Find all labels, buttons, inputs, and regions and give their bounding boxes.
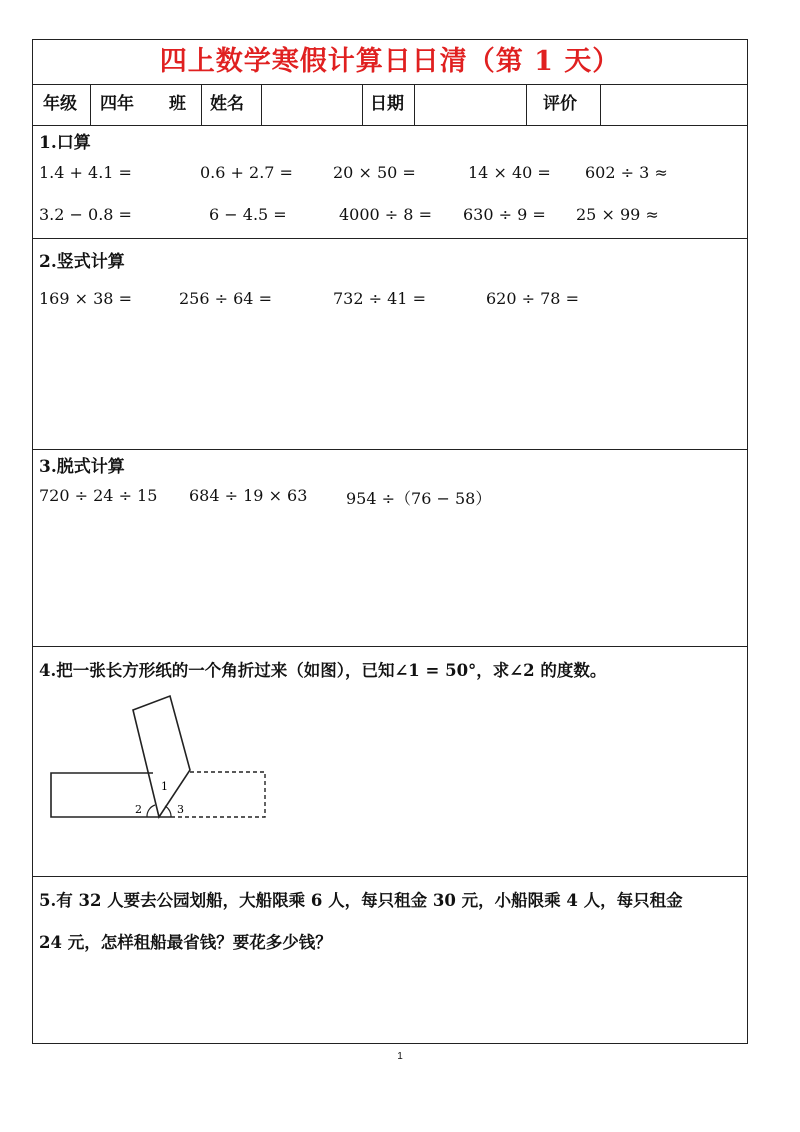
divider	[526, 84, 527, 125]
section-oral-calculation	[33, 125, 747, 239]
section-vertical-calculation	[33, 239, 747, 450]
angle-label-1: 1	[161, 780, 168, 793]
folded-paper-figure	[47, 692, 277, 827]
worksheet	[32, 39, 748, 1044]
folded-flap	[133, 696, 190, 817]
date-label: 日期	[370, 94, 404, 114]
info-row	[33, 84, 747, 126]
rating-field[interactable]	[602, 84, 742, 125]
grade-value: 四年	[100, 94, 134, 114]
expression: 169 × 38 =	[39, 289, 132, 308]
worksheet-title: 四上数学寒假计算日日清（第 1 天）	[33, 40, 747, 85]
expression: 20 × 50 =	[333, 163, 416, 182]
question-text-line-2: 24 元，怎样租船最省钱？要花多少钱？	[39, 933, 332, 952]
divider	[201, 84, 202, 125]
divider	[600, 84, 601, 125]
section-boat-problem	[33, 877, 747, 1043]
expression: 256 ÷ 64 =	[179, 289, 272, 308]
name-field[interactable]	[263, 84, 361, 125]
grade-label: 年级	[43, 94, 77, 114]
expression: 732 ÷ 41 =	[333, 289, 426, 308]
expression: 720 ÷ 24 ÷ 15	[39, 486, 158, 505]
divider	[90, 84, 91, 125]
angle-label-3: 3	[177, 803, 184, 816]
expression: 4000 ÷ 8 =	[339, 205, 432, 224]
section-angle-problem	[33, 647, 747, 877]
date-field[interactable]	[416, 84, 524, 125]
dashed-original-corner	[172, 772, 265, 817]
angle-label-2: 2	[135, 803, 142, 816]
expression: 6 − 4.5 =	[209, 205, 287, 224]
expression: 1.4 + 4.1 =	[39, 163, 132, 182]
expression: 0.6 + 2.7 =	[200, 163, 293, 182]
expression: 620 ÷ 78 =	[486, 289, 579, 308]
section-title: 1.口算	[39, 133, 91, 153]
page-number: 1	[397, 1051, 403, 1062]
section-title: 3.脱式计算	[39, 457, 125, 477]
expression: 3.2 − 0.8 =	[39, 205, 132, 224]
expression: 14 × 40 =	[468, 163, 551, 182]
question-text: 4.把一张长方形纸的一个角折过来（如图），已知∠1 = 50°，求∠2 的度数。	[39, 661, 607, 680]
expression: 684 ÷ 19 × 63	[189, 486, 308, 505]
section-title: 2.竖式计算	[39, 252, 125, 272]
rating-label: 评价	[543, 94, 577, 114]
divider	[414, 84, 415, 125]
question-text-line-1: 5.有 32 人要去公园划船，大船限乘 6 人，每只租金 30 元，小船限乘 4 人，每只租金	[39, 891, 683, 910]
expression: 630 ÷ 9 =	[463, 205, 546, 224]
expression: 25 × 99 ≈	[576, 205, 659, 224]
expression: 602 ÷ 3 ≈	[585, 163, 668, 182]
angle-arc-2	[147, 805, 155, 817]
expression: 954 ÷（76 − 58）	[346, 489, 492, 508]
name-label: 姓名	[210, 94, 244, 114]
section-step-calculation	[33, 450, 747, 647]
class-label: 班	[169, 94, 186, 114]
divider	[362, 84, 363, 125]
divider	[261, 84, 262, 125]
